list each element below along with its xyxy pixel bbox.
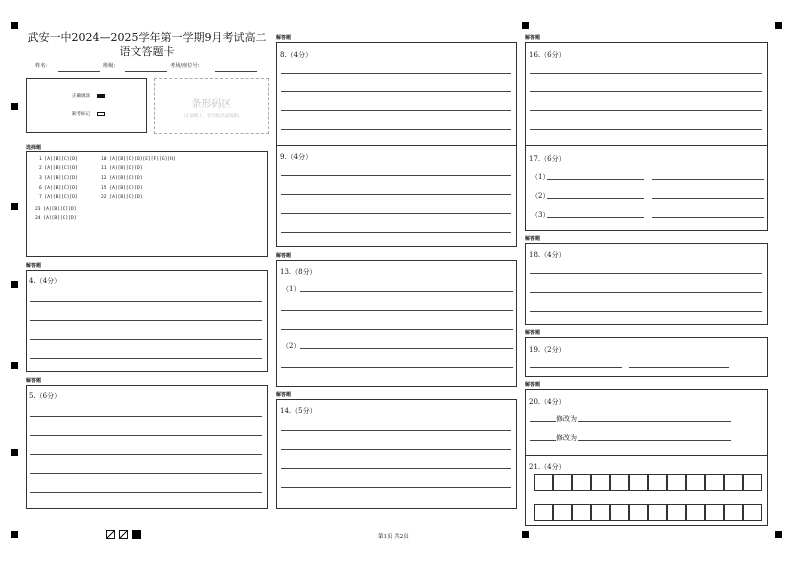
title-line1: 武安一中2024—2025学年第一学期9月考试高二 xyxy=(27,31,267,44)
missing-mark-label: 缺考标记 xyxy=(72,112,90,117)
section-label-choice: 选择题 xyxy=(26,145,42,151)
answer-line[interactable] xyxy=(30,473,262,474)
writing-cell[interactable] xyxy=(705,504,724,521)
section-label-answer: 解答题 xyxy=(26,263,42,269)
choice-row[interactable]: 15 [A][B][C][D] xyxy=(101,186,143,191)
q17-part3-label: （3） xyxy=(531,211,550,219)
corner-mark-tl xyxy=(11,22,18,29)
answer-line[interactable] xyxy=(530,311,762,312)
choice-row[interactable]: 10 [A][B][C][D][E][F][G][H] xyxy=(101,157,176,162)
writing-cell[interactable] xyxy=(629,504,648,521)
q20-change-label: 修改为 xyxy=(556,415,577,423)
section-label-answer: 解答题 xyxy=(26,378,42,384)
writing-cell[interactable] xyxy=(534,474,553,491)
writing-cell[interactable] xyxy=(743,474,762,491)
side-mark-1 xyxy=(11,103,18,110)
answer-line[interactable] xyxy=(281,430,511,431)
writing-cell[interactable] xyxy=(534,504,553,521)
choice-row[interactable]: 12 [A][B][C][D] xyxy=(101,176,143,181)
q20-label: 20.（4分） xyxy=(529,398,566,406)
title-line2: 语文答题卡 xyxy=(119,45,175,58)
answer-line[interactable] xyxy=(281,468,511,469)
choice-row[interactable]: 7 [A][B][C][D] xyxy=(39,195,78,200)
q14-label: 14.（5分） xyxy=(280,407,317,415)
q16-q17-box xyxy=(525,42,768,231)
q5-box xyxy=(26,385,268,509)
answer-line[interactable] xyxy=(652,217,764,218)
q13-part1-label: （1） xyxy=(282,285,301,293)
bottom-mark xyxy=(522,531,529,538)
side-mark-2 xyxy=(11,203,18,210)
q19-label: 19.（2分） xyxy=(529,346,566,354)
section-label-answer: 解答题 xyxy=(525,330,541,336)
answer-line[interactable] xyxy=(281,129,511,130)
section-label-answer: 解答题 xyxy=(525,35,541,41)
answer-line[interactable] xyxy=(547,179,644,180)
answer-line[interactable] xyxy=(281,310,513,311)
checkbox-2[interactable] xyxy=(119,530,128,539)
footer-mark xyxy=(132,530,141,539)
answer-line[interactable] xyxy=(530,129,762,130)
writing-cell[interactable] xyxy=(591,504,610,521)
section-label-answer: 解答题 xyxy=(276,253,292,259)
writing-cell[interactable] xyxy=(572,474,591,491)
writing-cell[interactable] xyxy=(667,504,686,521)
answer-line[interactable] xyxy=(300,291,513,292)
answer-line[interactable] xyxy=(530,440,556,441)
corner-mark-br xyxy=(775,531,782,538)
q16-label: 16.（6分） xyxy=(529,51,566,59)
side-mark-3 xyxy=(11,281,18,288)
page-number: 第1页 共2页 xyxy=(378,534,409,540)
answer-line[interactable] xyxy=(281,329,513,330)
q17-label: 17.（6分） xyxy=(529,155,566,163)
writing-cell[interactable] xyxy=(629,474,648,491)
writing-cell[interactable] xyxy=(724,504,743,521)
side-mark-5 xyxy=(11,449,18,456)
writing-cell[interactable] xyxy=(686,504,705,521)
section-label-answer: 解答题 xyxy=(525,382,541,388)
q5-label: 5.（6分） xyxy=(29,392,62,400)
q13-part2-label: （2） xyxy=(282,342,301,350)
divider xyxy=(525,455,768,456)
answer-line[interactable] xyxy=(30,320,262,321)
answer-line[interactable] xyxy=(547,217,644,218)
choice-row[interactable]: 3 [A][B][C][D] xyxy=(39,176,78,181)
q4-label: 4.（4分） xyxy=(29,277,62,285)
missing-mark-box[interactable] xyxy=(97,112,105,116)
corner-mark-tr xyxy=(775,22,782,29)
correct-fill-sample xyxy=(97,94,105,98)
class-field[interactable] xyxy=(125,71,167,72)
writing-cell[interactable] xyxy=(648,474,667,491)
writing-cell[interactable] xyxy=(553,504,572,521)
answer-line[interactable] xyxy=(530,421,556,422)
writing-cell[interactable] xyxy=(610,504,629,521)
divider xyxy=(276,145,517,146)
section-label-answer: 解答题 xyxy=(276,35,292,41)
answer-line[interactable] xyxy=(30,358,262,359)
q19-box xyxy=(525,337,768,377)
answer-line[interactable] xyxy=(530,73,762,74)
name-label: 姓名: xyxy=(35,63,48,69)
writing-cell[interactable] xyxy=(610,474,629,491)
q17-part2-label: （2） xyxy=(531,192,550,200)
writing-cell[interactable] xyxy=(667,474,686,491)
answer-line[interactable] xyxy=(281,175,511,176)
q9-label: 9.（4分） xyxy=(280,153,313,161)
q21-label: 21.（4分） xyxy=(529,463,566,471)
answer-line[interactable] xyxy=(629,367,729,368)
q8-label: 8.（4分） xyxy=(280,51,313,59)
writing-cell[interactable] xyxy=(724,474,743,491)
barcode-title: 条形码区 xyxy=(191,99,232,110)
answer-line[interactable] xyxy=(281,367,513,368)
answer-line[interactable] xyxy=(652,179,764,180)
choice-row[interactable]: 6 [A][B][C][D] xyxy=(39,186,78,191)
divider xyxy=(525,145,768,146)
answer-line[interactable] xyxy=(30,339,262,340)
writing-cell[interactable] xyxy=(648,504,667,521)
answer-line[interactable] xyxy=(281,213,511,214)
answer-line[interactable] xyxy=(30,492,262,493)
writing-cell[interactable] xyxy=(705,474,724,491)
correct-fill-label: 正确填涂 xyxy=(72,94,90,99)
q4-box xyxy=(26,270,268,372)
answer-line[interactable] xyxy=(652,198,764,199)
answer-line[interactable] xyxy=(578,440,731,441)
seat-field[interactable] xyxy=(215,71,257,72)
writing-cell[interactable] xyxy=(743,504,762,521)
q17-part1-label: （1） xyxy=(531,173,550,181)
answer-line[interactable] xyxy=(281,194,511,195)
writing-cell[interactable] xyxy=(572,504,591,521)
q13-label: 13.（8分） xyxy=(280,268,317,276)
answer-line[interactable] xyxy=(547,198,644,199)
answer-line[interactable] xyxy=(530,367,622,368)
answer-line[interactable] xyxy=(530,91,762,92)
answer-line[interactable] xyxy=(530,273,762,274)
seat-label: 考场/座位号: xyxy=(170,63,200,69)
answer-line[interactable] xyxy=(281,449,511,450)
answer-line[interactable] xyxy=(30,301,262,302)
answer-line[interactable] xyxy=(281,91,511,92)
choice-row[interactable]: 11 [A][B][C][D] xyxy=(101,166,143,171)
answer-line[interactable] xyxy=(30,416,262,417)
answer-line[interactable] xyxy=(281,487,511,488)
corner-mark-bl xyxy=(11,531,18,538)
writing-cell[interactable] xyxy=(686,474,705,491)
top-mark xyxy=(522,22,529,29)
choice-row[interactable]: 2 [A][B][C][D] xyxy=(39,166,78,171)
q18-label: 18.（4分） xyxy=(529,251,566,259)
answer-line[interactable] xyxy=(530,292,762,293)
section-label-answer: 解答题 xyxy=(525,236,541,242)
answer-line[interactable] xyxy=(281,232,511,233)
answer-line[interactable] xyxy=(281,73,511,74)
writing-cell[interactable] xyxy=(553,474,572,491)
choice-row[interactable]: 22 [A][B][C][D] xyxy=(101,195,143,200)
choice-row[interactable]: 23 [A][B][C][D] xyxy=(35,207,77,212)
section-label-answer: 解答题 xyxy=(276,392,292,398)
side-mark-4 xyxy=(11,362,18,369)
name-field[interactable] xyxy=(58,71,100,72)
legend-box xyxy=(26,78,147,133)
q20-change-label: 修改为 xyxy=(556,434,577,442)
answer-line[interactable] xyxy=(281,110,511,111)
choice-row[interactable]: 1 [A][B][C][D] xyxy=(39,157,78,162)
checkbox-1[interactable] xyxy=(106,530,115,539)
answer-line[interactable] xyxy=(578,421,731,422)
answer-line[interactable] xyxy=(300,348,513,349)
barcode-note: (正面朝上，切勿贴出虚线框) xyxy=(183,114,240,119)
writing-cell[interactable] xyxy=(591,474,610,491)
answer-line[interactable] xyxy=(30,454,262,455)
answer-line[interactable] xyxy=(530,110,762,111)
choice-row[interactable]: 24 [A][B][C][D] xyxy=(35,216,77,221)
class-label: 班级: xyxy=(103,63,116,69)
answer-line[interactable] xyxy=(30,435,262,436)
